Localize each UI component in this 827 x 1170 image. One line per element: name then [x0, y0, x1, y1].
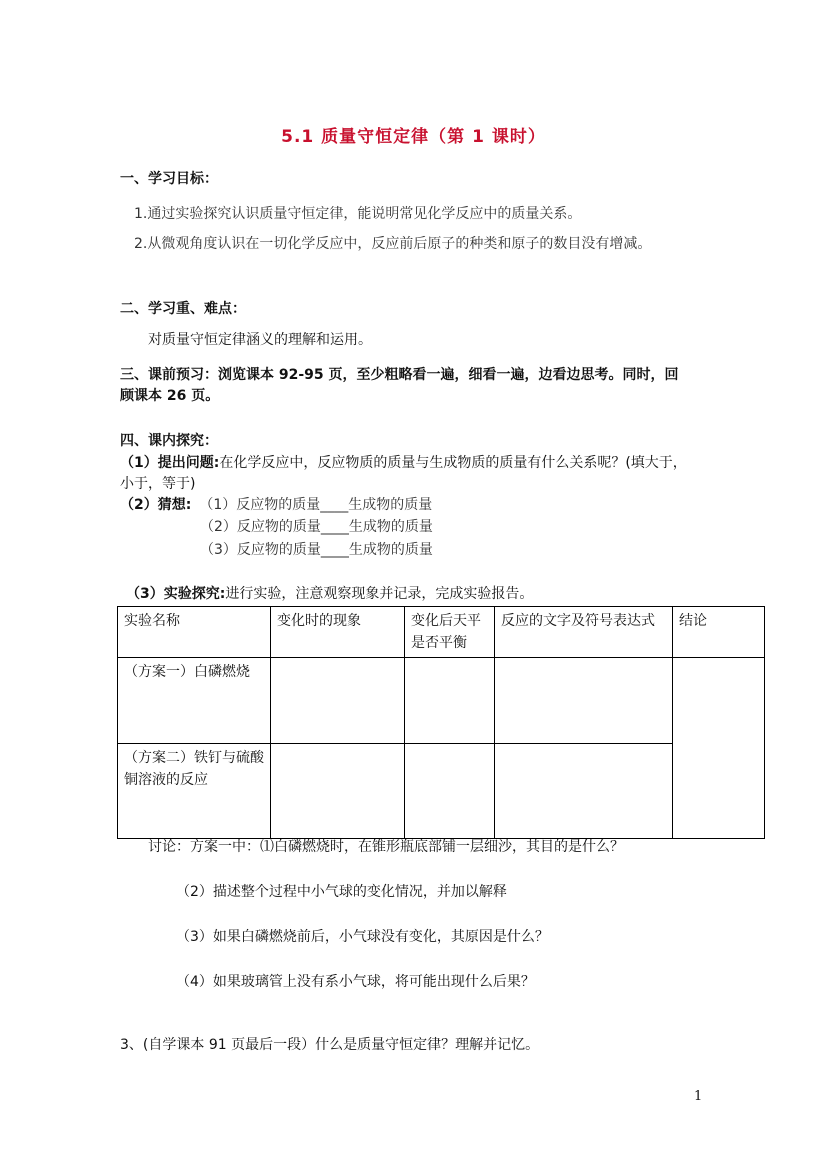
table-cell[interactable]	[271, 658, 405, 744]
table-header: 变化后天平是否平衡	[405, 607, 495, 658]
table-cell[interactable]	[495, 658, 673, 744]
objective-1: 1.通过实验探究认识质量守恒定律，能说明常见化学反应中的质量关系。	[134, 206, 582, 222]
question-1-text-cont: 小于，等于)	[120, 476, 196, 492]
section-2-heading: 二、学习重、难点：	[120, 301, 246, 317]
table-row	[118, 658, 765, 744]
question-1-text: 在化学反应中，反应物质的质量与生成物质的质量有什么关系呢？(填大于，	[219, 455, 687, 471]
discussion-1: 讨论：方案一中：⑴白磷燃烧时，在锥形瓶底部铺一层细沙，其目的是什么？	[148, 839, 624, 855]
section-2-text: 对质量守恒定律涵义的理解和运用。	[148, 332, 372, 348]
question-3-label: （3）实验探究:	[126, 586, 226, 602]
experiment-table	[117, 606, 765, 839]
table-header: 结论	[673, 607, 765, 658]
discussion-2: （2）描述整个过程中小气球的变化情况，并加以解释	[176, 884, 507, 900]
guess-3: （3）反应物的质量____生成物的质量	[200, 542, 433, 558]
self-study-question: 3、(自学课本 91 页最后一段）什么是质量守恒定律？理解并记忆。	[120, 1037, 540, 1053]
guess-2: （2）反应物的质量____生成物的质量	[200, 519, 433, 535]
table-cell-conclusion[interactable]	[673, 658, 765, 839]
question-3-text: 进行实验，注意观察现象并记录，完成实验报告。	[225, 586, 534, 602]
table-cell: （方案一）白磷燃烧	[118, 658, 271, 744]
table-header: 实验名称	[118, 607, 271, 658]
section-4-heading: 四、课内探究：	[120, 433, 218, 449]
section-1-heading: 一、学习目标：	[120, 171, 218, 187]
question-1	[120, 452, 687, 472]
page-number: 1	[694, 1089, 703, 1104]
table-cell[interactable]	[405, 658, 495, 744]
table-header: 反应的文字及符号表达式	[495, 607, 673, 658]
table-row	[118, 744, 765, 839]
table-header: 变化时的现象	[271, 607, 405, 658]
question-2	[120, 494, 432, 514]
section-3-line-1: 三、课前预习：浏览课本 92-95 页，至少粗略看一遍，细看一遍，边看边思考。同时，回	[120, 367, 679, 383]
question-1-label: （1）提出问题:	[120, 455, 220, 471]
table-cell[interactable]	[495, 744, 673, 839]
table-cell: （方案二）铁钉与硫酸铜溶液的反应	[118, 744, 271, 839]
question-3	[126, 583, 533, 603]
objective-2: 2.从微观角度认识在一切化学反应中，反应前后原子的种类和原子的数目没有增减。	[134, 236, 652, 252]
question-2-label: （2）猜想:	[120, 497, 192, 513]
table-cell[interactable]	[405, 744, 495, 839]
page-title: 5.1 质量守恒定律（第 1 课时）	[281, 127, 546, 147]
discussion-4: （4）如果玻璃管上没有系小气球，将可能出现什么后果？	[176, 974, 535, 990]
table-cell[interactable]	[271, 744, 405, 839]
table-header-row	[118, 607, 765, 658]
discussion-3: （3）如果白磷燃烧前后，小气球没有变化，其原因是什么？	[176, 929, 549, 945]
section-3-line-2: 顾课本 26 页。	[120, 388, 220, 404]
guess-1: （1）反应物的质量____生成物的质量	[199, 497, 433, 513]
